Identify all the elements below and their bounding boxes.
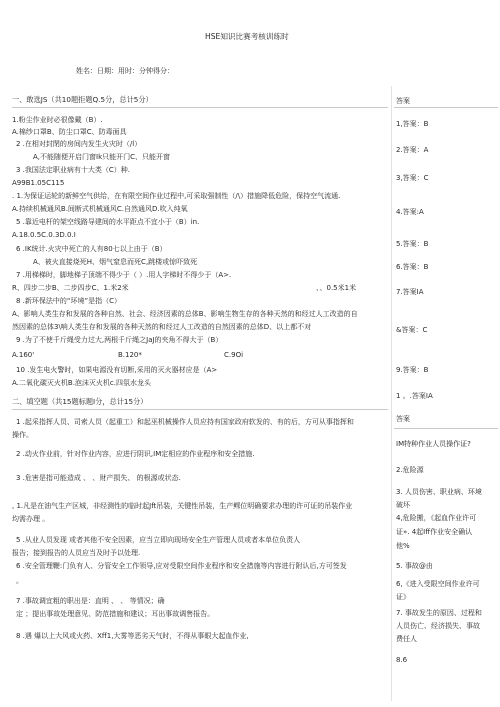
fill-q8: 8 .遇 爆以上大风或火药、Xff1,大雾等恶劣天气时，不得从事眼大起血作业, — [16, 632, 249, 640]
answer-3: 3,答案：C — [396, 174, 429, 182]
q4-text: . 1.为保证运轮的新鲜空气供给，在有限空间作业过程中,可采取强制性（/\）措施降低危险，保持空气流通. — [12, 192, 341, 200]
answer-6: 6.答案：B — [396, 263, 429, 271]
fill-q5-line-2: 报告；接到报告的人员应当及时予以处理. — [12, 549, 141, 557]
section-1-rule — [12, 107, 388, 108]
section-1-heading: 一、敢选JS（共10题拒题Q.5分，总计5分） — [12, 95, 153, 104]
q2-text: 2 .在相对封閉的房间内发生火灾时（/l） — [16, 140, 142, 148]
fill-answer-7-line-2: 人员伤亡、经济损失、事故 — [396, 622, 480, 630]
q5-text: 5 .靠近电杆的架空线路导建间的水平距点不宜小于（B）in. — [16, 218, 200, 226]
q9-option-a: A.160' — [12, 351, 35, 359]
fill-q3: 3 .危害是指可能造成 、 、财产损失、 的根源或状态. — [16, 474, 181, 482]
q4-options: A.持续机械通风B.间断式机械通风C.自然通风D.吹入纯氧 — [12, 205, 188, 213]
fill-answer-3-line-2: 破坏 — [396, 501, 410, 509]
fill-answer-7-line-3: 费任人 — [396, 635, 417, 643]
fill-q5-line-1: 5 .从业人员发现 或者其他不安全因素，应当立即向现场安全生产管理人员或者本单位负责人 — [16, 536, 301, 544]
answers-rule — [394, 107, 498, 108]
fill-q1-line-1: 1 .起采指挥人员、司索人员（起重工）和起巫机械操作人员应持有国家政府软发的、有的后，方可从事指挥和 — [16, 418, 354, 426]
fill-q6-line-2: 。 — [16, 577, 23, 585]
q6-options: A、被火直接烧死H、烟气窒息而死C,跳楼或惊吓致死 — [33, 258, 198, 266]
answer-8: &答案：C — [396, 326, 428, 334]
answer-9: 9.答案：B — [396, 366, 429, 374]
fill-answer-8: 8.6 — [396, 656, 408, 664]
answer-7: 7.答案IA — [396, 288, 424, 296]
q9-option-b: B.120* — [118, 351, 142, 359]
fill-q4-line-1: , 1.凡是在油气生产区城，非经测性的临时起Jft吊装，关键性吊装，生产鳏位明确要求办理的许可证的吊装作业 — [12, 502, 353, 510]
fill-answer-4-line-1: 4,危险搬，《起血作业许可 — [396, 514, 477, 522]
q7-text: 7 .用梯梯时，脚地梯子顶端不得少于（ ）.用人字梯时不得少于（A>. — [16, 271, 232, 279]
q1-options: A.棉纱口罩B、防尘口罩C、防毒面具 — [12, 128, 127, 136]
q8-options-line-2: 然因素的总体3\响人类生存和发展的各种天然的和经过人工改造的自然因素的总体D、以上都不对 — [12, 323, 312, 331]
fill-answer-6-line-1: 6,《进入受限空间作业许可 — [396, 580, 480, 588]
answer-4: 4.答案:A — [396, 208, 424, 216]
section-2-rule — [12, 409, 388, 410]
fill-q7-line-1: 7 .事故调宜粗的职出是：直明 、 、 等情况；确 — [16, 597, 165, 605]
fill-q2: 2 .动火作业前，针对作业内容，应进行阴识,IM定相应的作业程序和安全措施. — [16, 450, 255, 458]
candidate-info-line: 姓名：日期：用时：分钟得分： — [76, 67, 174, 75]
fill-answer-4-line-2: 证». 4起Iff作业安全确认 — [396, 528, 473, 536]
q8-text: 8 .新环保法中的“环境”是指（C） — [16, 297, 122, 305]
q9-text: 9 .为了不使千斤绳受力过大,两根千斤绳之JaJ的夹角不得大于（B） — [16, 336, 223, 344]
fill-answer-2: 2.危险源 — [396, 466, 424, 474]
answers-2-heading: 答案 — [396, 415, 410, 423]
fill-answer-7-line-1: 7. 事故发生的原因、过程和 — [396, 609, 482, 617]
column-divider — [391, 86, 392, 701]
fill-q1-line-2: 操作。 — [12, 431, 33, 439]
section-2-heading: 二、填空题（共15题标题I分，总计15分） — [12, 397, 148, 406]
answer-1: 1,答案：B — [396, 120, 429, 128]
fill-answer-1: IM特种作业人员操作证? — [396, 440, 471, 448]
q3-options: A99B1.05C115 — [12, 179, 65, 187]
q6-text: 6 .IK统计.火灾中死亡的人有80七以上由于（B） — [16, 245, 167, 253]
fill-q4-line-2: 均需办理 。 — [12, 515, 50, 523]
q10-options: A.二氧化碳灭火机B.泡沫灭火机c.四氛水龙头 — [12, 379, 151, 387]
q3-text: 3 .我国法定职业病有十大类（C）种. — [16, 166, 131, 174]
answer-2: 2.答案：A — [396, 146, 429, 154]
fill-answer-4-line-3: 他% — [396, 542, 410, 550]
answers-2-rule — [394, 428, 498, 429]
page-title: HSE知识比赛考核训练时 — [205, 32, 289, 41]
q1-text: 1.粉尘作业时必很像戴（B）. — [12, 116, 103, 124]
fill-answer-5: 5. 事故@由 — [396, 562, 433, 570]
fill-answer-6-line-2: 证》 — [396, 593, 410, 601]
q7-options-tail: 、、0.5米1米 — [316, 284, 357, 292]
answer-10: 1 。.答案IA — [396, 392, 433, 400]
answer-5: 5.答案：B — [396, 240, 429, 248]
fill-q6-line-1: 6 .安全管理鞭:门负有人、分管安全工作领导,应对受限空间作业程序和安全措施等内容进行附认后,方可签发 — [16, 562, 347, 570]
q5-options: A.18.0.5C.0.3D.0.I — [12, 231, 76, 239]
q7-options: R、四步二步B、二步四步C、1.米2米 — [12, 284, 129, 292]
q2-options: A,不能随便开启门窗Ik只能开门C、只能开窗 — [33, 153, 171, 161]
q8-options-line-1: A、影响人类生存和发展的各种自然、社会、经济因素的总体B、影响生物生存的各种天然的和经过人工改造的自 — [12, 310, 358, 318]
answers-heading: 答案 — [396, 97, 410, 105]
q9-option-c: C.9Oi — [224, 351, 244, 359]
fill-q7-line-2: 定 ；提出事故处理意见、防范措施和建议；耳出事故调售报告。 — [16, 610, 215, 618]
fill-answer-3-line-1: 3. 人员伤害、职业病、环境 — [396, 488, 482, 496]
q10-text: 10 .发生电火警时，如果电源没有切断,采用的灭火器材应是（A> — [16, 366, 218, 374]
